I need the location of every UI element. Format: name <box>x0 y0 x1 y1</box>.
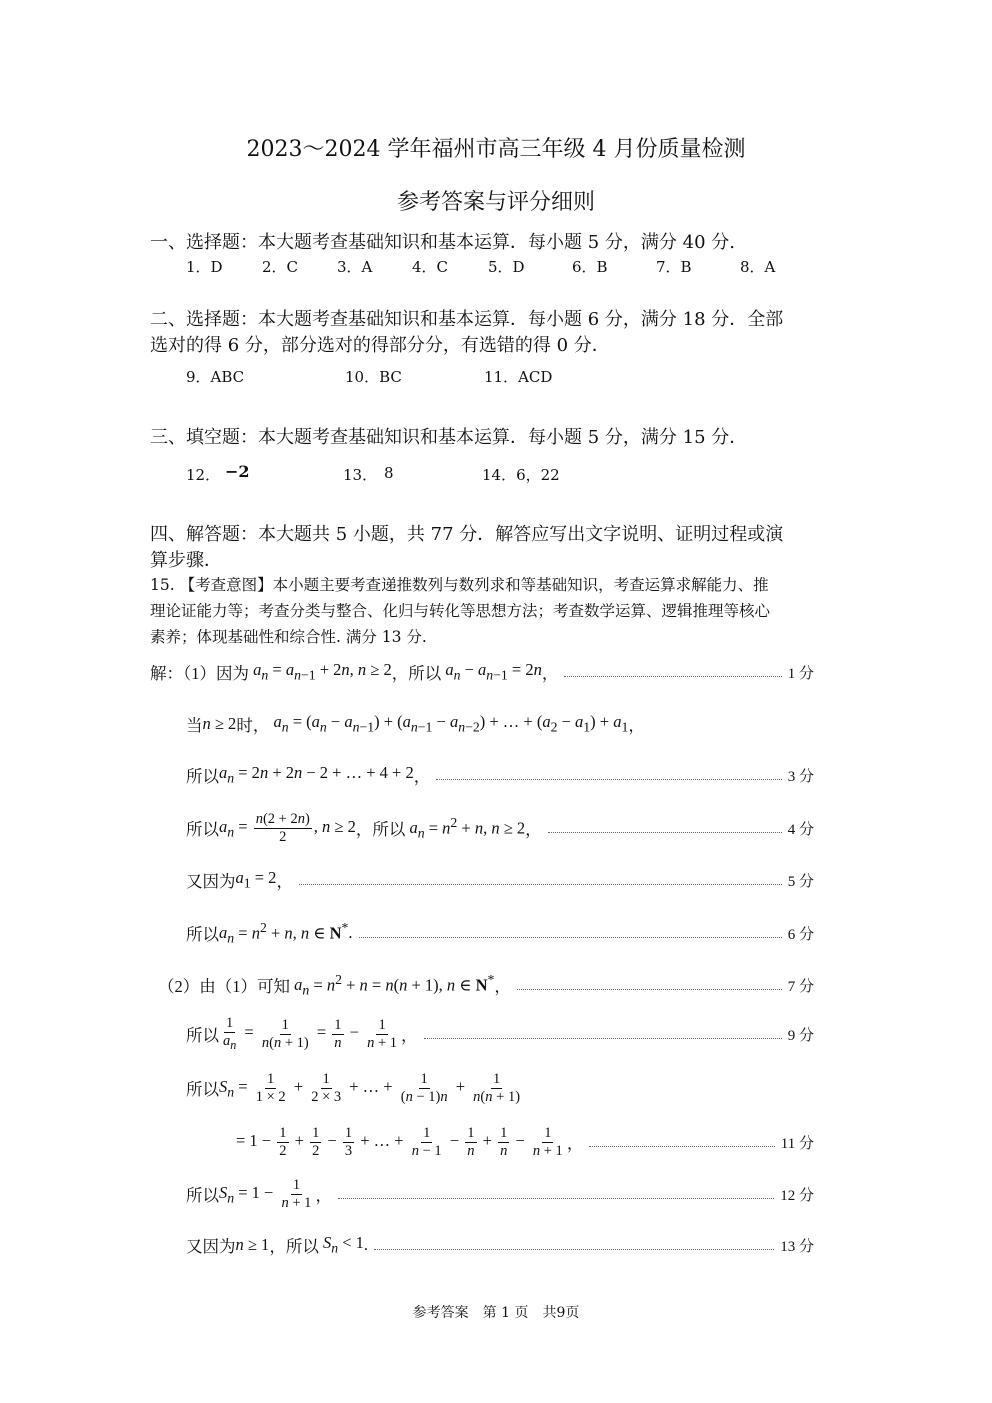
answer-1: 1．D <box>186 258 223 276</box>
solution-line-12: 又因为 n ≥ 1 ， 所以 $S_n < 1$ . 13 分 <box>186 1233 814 1256</box>
solution-line-8: 所以 $\frac{1}{a_n}$ = $\frac{1}{n(n + 1)}$ = $\frac{1}{n}$ − $\frac{1}{n + 1}$ ， 9 分 <box>186 1015 814 1052</box>
page-title: 2023～2024 学年福州市高三年级 4 月份质量检测 <box>246 137 746 162</box>
answer-11: 11．ACD <box>484 368 553 386</box>
answer-12-value: −2 <box>225 462 250 481</box>
formula: $a_n$ = $\frac{n(2 + 2n)}{2}$ , n ≥ 2 <box>219 810 356 845</box>
formula: $S_n = 1$ − $\frac{1}{n + 1}$ <box>219 1176 312 1211</box>
formula: = 1 − $\frac{1}{2}$ + $\frac{1}{2}$ − $\frac{1}{3}$ + … + $\frac{1}{n - 1}$ − $\frac{1}{n}$ + $\frac{1}{n}$ − $\frac{1}{n + 1}$ <box>236 1124 563 1159</box>
formula: $\frac{1}{a_n}$ = $\frac{1}{n(n + 1)}$ = $\frac{1}{n}$ − $\frac{1}{n + 1}$ <box>223 1015 398 1052</box>
dot-leader <box>338 1198 774 1199</box>
formula: $a_n = (a_n - a_{n-1}) + (a_{n-1} - a_{n-2})$ + … + $(a_2 - a_1) + a_1$ <box>273 712 629 735</box>
solution-line-4: 所以 $a_n$ = $\frac{n(2 + 2n)}{2}$ , n ≥ 2 ， 所以 $a_n = n^2 + n$, n ≥ 2 ， 4 分 <box>186 810 814 845</box>
formula: $a_1 = 2$ <box>235 868 277 891</box>
formula: $a_n = 2n + 2n - 2$ + … + 4 + 2 <box>219 763 414 786</box>
formula: $S_n$ = $\frac{1}{1 \times 2}$ + $\frac{1}{2 \times 3}$ + … + $\frac{1}{(n - 1)n}$ + $\frac{1}{n(n + 1)}$ <box>219 1070 521 1105</box>
answer-4: 4．C <box>412 258 449 276</box>
answer-8: 8．A <box>740 258 776 276</box>
formula: $a_n = n^2 + n$, n ≥ 2 <box>409 814 526 841</box>
dot-leader <box>517 989 782 990</box>
formula: $S_n < 1$ <box>322 1233 364 1256</box>
score: 9 分 <box>787 1027 814 1044</box>
formula: $a_n = n^2 + n = n(n + 1)$, n ∈ N* <box>294 971 495 998</box>
formula: $a_n - a_{n-1} = 2n$ <box>445 660 542 683</box>
section-4-heading-2: 算步骤． <box>150 550 222 571</box>
score: 11 分 <box>780 1135 814 1152</box>
dot-leader <box>299 884 782 885</box>
page-subtitle: 参考答案与评分细则 <box>396 190 595 215</box>
page-footer: 参考答案 第 1 页 共9页 <box>412 1305 580 1321</box>
score: 6 分 <box>787 926 814 943</box>
dot-leader <box>374 1249 774 1250</box>
dot-leader <box>589 1146 774 1147</box>
solution-line-9: 所以 $S_n$ = $\frac{1}{1 \times 2}$ + $\frac{1}{2 \times 3}$ + … + $\frac{1}{(n - 1)n}$ + $\frac{1}{n(n + 1)}$ <box>186 1066 814 1110</box>
solution-line-7: （2）由（1）可知 $a_n = n^2 + n = n(n + 1)$, n ∈ N* ， 7 分 <box>158 971 814 998</box>
q15-intro-3: 素养；体现基础性和综合性. 满分 13 分. <box>150 628 427 646</box>
answer-10: 10．BC <box>345 368 402 386</box>
solution-line-10: = 1 − $\frac{1}{2}$ + $\frac{1}{2}$ − $\frac{1}{3}$ + … + $\frac{1}{n - 1}$ − $\frac{1}{n}$ + $\frac{1}{n}$ − $\frac{1}{n + 1}$ ， 11 分 <box>236 1124 814 1159</box>
answer-7: 7．B <box>656 258 692 276</box>
section-4-heading-1: 四、解答题：本大题共 5 小题，共 77 分．解答应写出文字说明、证明过程或演 <box>150 524 784 545</box>
solution-line-3: 所以 $a_n = 2n + 2n - 2$ + … + 4 + 2 ， 3 分 <box>186 763 814 786</box>
section-2-heading-2: 选对的得 6 分，部分选对的得部分分，有选错的得 0 分． <box>150 335 610 356</box>
score: 4 分 <box>787 821 814 838</box>
section-1-heading: 一、选择题：本大题考查基础知识和基本运算．每小题 5 分，满分 40 分. <box>150 232 735 253</box>
dot-leader <box>436 779 782 780</box>
answer-9: 9．ABC <box>186 368 245 386</box>
score: 3 分 <box>787 768 814 785</box>
solution-line-6: 所以 $a_n = n^2 + n$, n ∈ N* . 6 分 <box>186 919 814 946</box>
solution-line-5: 又因为 $a_1 = 2$ ， 5 分 <box>186 868 814 891</box>
answer-13-value: 8 <box>384 464 394 482</box>
score: 12 分 <box>780 1187 814 1204</box>
score: 5 分 <box>787 873 814 890</box>
score: 7 分 <box>787 978 814 995</box>
formula: n ≥ 2 <box>202 714 237 733</box>
answer-14: 14．6，22 <box>482 466 560 484</box>
score: 1 分 <box>787 665 814 682</box>
answer-13-label: 13． <box>343 466 378 484</box>
formula: $a_n = n^2 + n$, n ∈ N* <box>219 919 349 946</box>
formula: $a_n = a_{n-1} + 2n$, n ≥ 2 <box>253 660 392 683</box>
score: 13 分 <box>780 1238 814 1255</box>
answer-6: 6．B <box>572 258 608 276</box>
answer-5: 5．D <box>488 258 525 276</box>
solution-line-11: 所以 $S_n = 1$ − $\frac{1}{n + 1}$ ， 12 分 <box>186 1176 814 1211</box>
answer-2: 2．C <box>262 258 299 276</box>
answer-12-label: 12． <box>186 466 221 484</box>
dot-leader <box>359 937 782 938</box>
solution-line-2: 当 n ≥ 2 时， $a_n = (a_n - a_{n-1}) + (a_{n-1} - a_{n-2})$ + … + $(a_2 - a_1) + a_1$ ， <box>186 712 645 735</box>
q15-intro-2: 理论证能力等；考查分类与整合、化归与转化等思想方法；考查数学运算、逻辑推理等核心 <box>150 602 771 620</box>
dot-leader <box>548 832 782 833</box>
section-2-heading-1: 二、选择题：本大题考查基础知识和基本运算．每小题 6 分，满分 18 分．全部 <box>150 309 784 330</box>
section-3-heading: 三、填空题：本大题考查基础知识和基本运算．每小题 5 分，满分 15 分． <box>150 427 748 448</box>
q15-intro-1: 15. 【考查意图】本小题主要考查递推数列与数列求和等基础知识，考查运算求解能力、推 <box>150 576 769 594</box>
solution-line-1: 解：（1）因为 $a_n = a_{n-1} + 2n$, n ≥ 2 ， 所以 $a_n - a_{n-1} = 2n$ ， 1 分 <box>150 660 814 683</box>
dot-leader <box>424 1038 782 1039</box>
dot-leader <box>564 676 781 677</box>
answer-3: 3．A <box>337 258 373 276</box>
formula: n ≥ 1 <box>235 1235 270 1254</box>
